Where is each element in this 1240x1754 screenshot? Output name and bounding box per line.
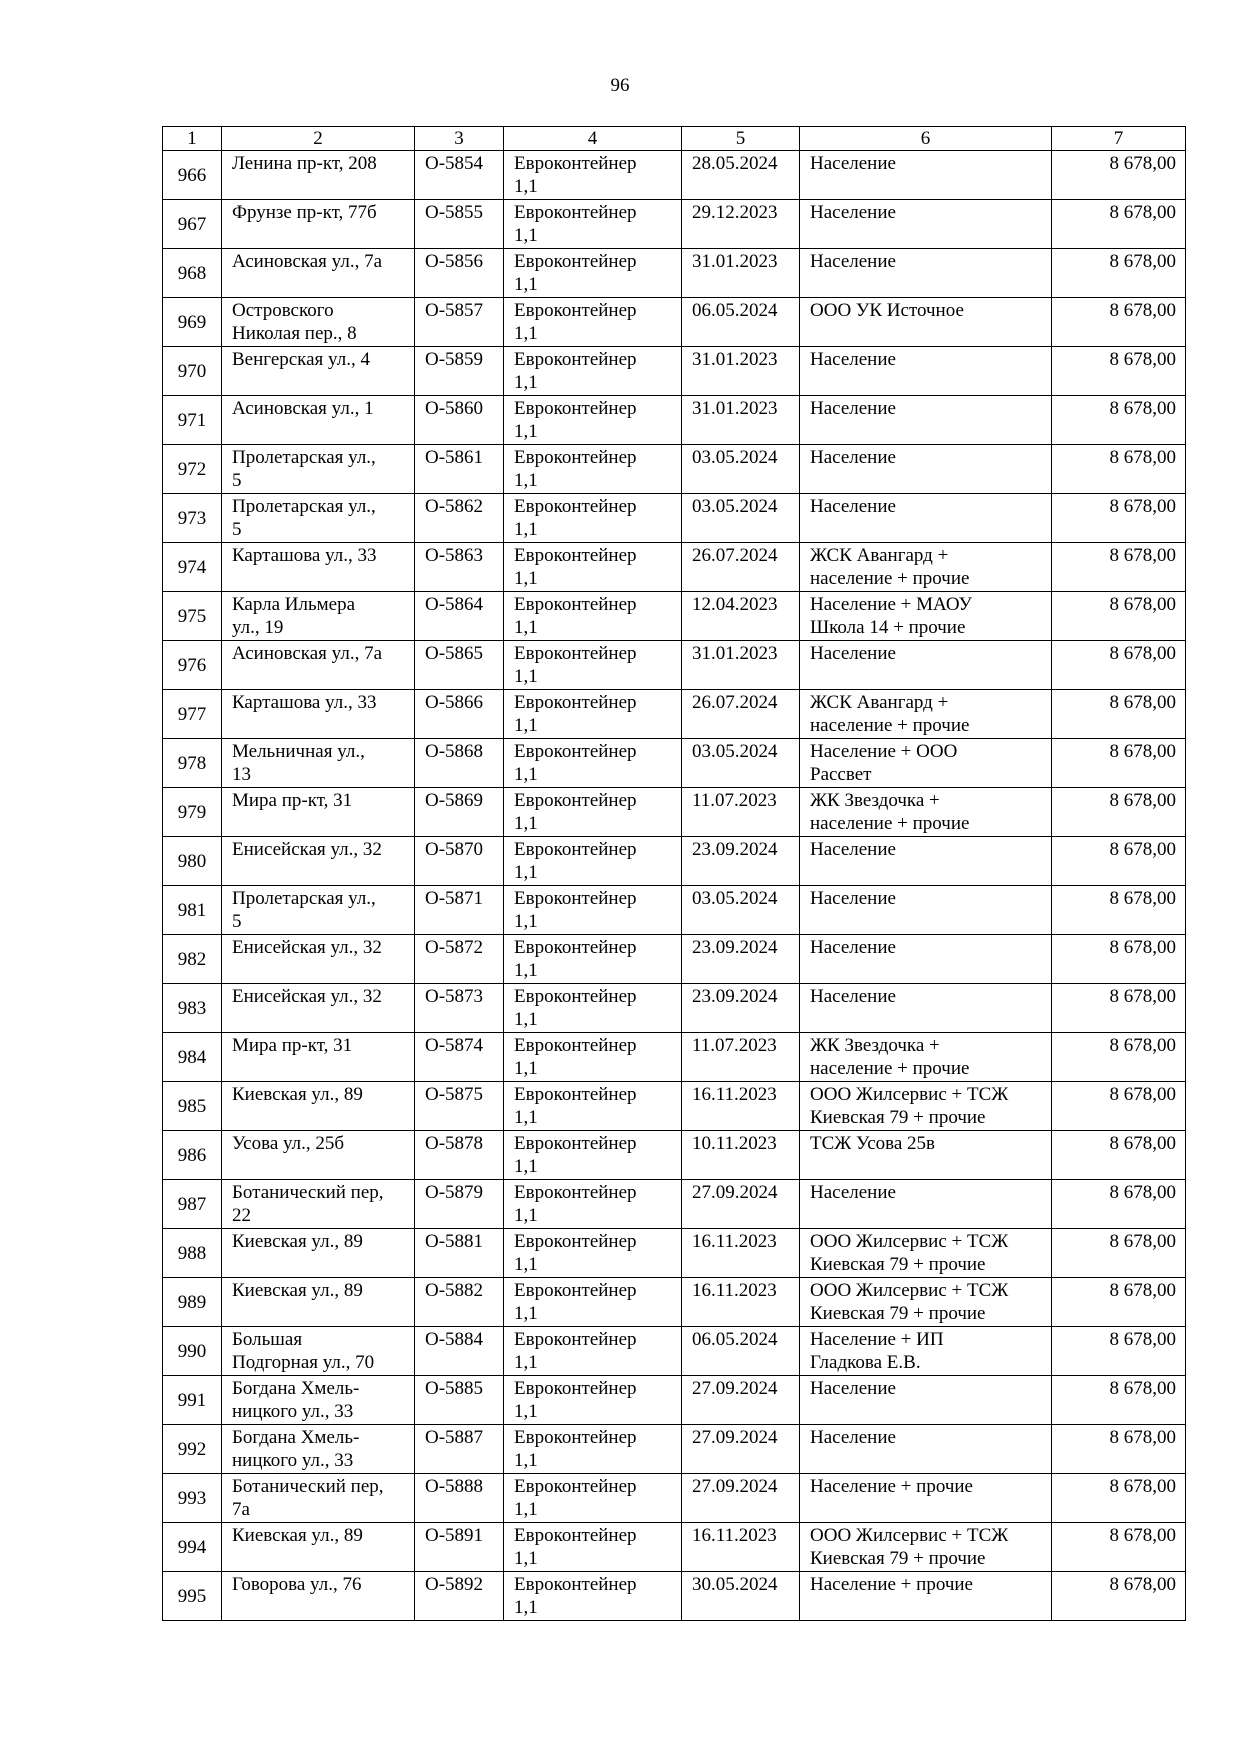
amount-cell: 8 678,00 [1052,1425,1186,1474]
row-number: 980 [163,837,222,886]
table-row [163,1131,1186,1180]
owner-cell: ООО Жилсервис + ТСЖ Киевская 79 + прочие [800,1278,1052,1327]
owner-cell: Население [800,641,1052,690]
table-row [163,1033,1186,1082]
address-cell: Островского Николая пер., 8 [222,298,415,347]
container-cell: Евроконтейнер 1,1 [504,347,682,396]
table-row [163,249,1186,298]
address-cell: Мельничная ул., 13 [222,739,415,788]
owner-cell: ЖСК Авангард + население + прочие [800,690,1052,739]
table-row [163,690,1186,739]
container-cell: Евроконтейнер 1,1 [504,837,682,886]
header-cell-4: 4 [504,127,682,151]
address-cell: Фрунзе пр-кт, 77б [222,200,415,249]
amount-cell: 8 678,00 [1052,1572,1186,1621]
address-cell: Енисейская ул., 32 [222,984,415,1033]
row-number: 967 [163,200,222,249]
date-cell: 16.11.2023 [682,1082,800,1131]
table-row [163,984,1186,1033]
container-cell: Евроконтейнер 1,1 [504,151,682,200]
code-cell: О-5884 [415,1327,504,1376]
amount-cell: 8 678,00 [1052,1180,1186,1229]
header-cell-1: 1 [163,127,222,151]
table-row [163,396,1186,445]
row-number: 988 [163,1229,222,1278]
address-cell: Большая Подгорная ул., 70 [222,1327,415,1376]
address-cell: Усова ул., 25б [222,1131,415,1180]
container-cell: Евроконтейнер 1,1 [504,1033,682,1082]
amount-cell: 8 678,00 [1052,445,1186,494]
date-cell: 03.05.2024 [682,886,800,935]
owner-cell: Население [800,935,1052,984]
amount-cell: 8 678,00 [1052,1376,1186,1425]
row-number: 976 [163,641,222,690]
amount-cell: 8 678,00 [1052,200,1186,249]
date-cell: 26.07.2024 [682,543,800,592]
amount-cell: 8 678,00 [1052,935,1186,984]
amount-cell: 8 678,00 [1052,1131,1186,1180]
date-cell: 06.05.2024 [682,1327,800,1376]
code-cell: О-5872 [415,935,504,984]
address-cell: Киевская ул., 89 [222,1523,415,1572]
container-cell: Евроконтейнер 1,1 [504,592,682,641]
owner-cell: ЖК Звездочка + население + прочие [800,1033,1052,1082]
code-cell: О-5854 [415,151,504,200]
owner-cell: Население + прочие [800,1474,1052,1523]
amount-cell: 8 678,00 [1052,1229,1186,1278]
date-cell: 16.11.2023 [682,1229,800,1278]
owner-cell: Население [800,396,1052,445]
amount-cell: 8 678,00 [1052,886,1186,935]
row-number: 985 [163,1082,222,1131]
amount-cell: 8 678,00 [1052,1474,1186,1523]
table-row [163,886,1186,935]
address-cell: Асиновская ул., 7а [222,641,415,690]
container-cell: Евроконтейнер 1,1 [504,1327,682,1376]
table-row [163,543,1186,592]
address-cell: Богдана Хмель- ницкого ул., 33 [222,1376,415,1425]
owner-cell: Население [800,347,1052,396]
code-cell: О-5857 [415,298,504,347]
row-number: 973 [163,494,222,543]
owner-cell: Население [800,1376,1052,1425]
owner-cell: Население [800,445,1052,494]
date-cell: 16.11.2023 [682,1523,800,1572]
code-cell: О-5865 [415,641,504,690]
address-cell: Ботанический пер, 22 [222,1180,415,1229]
owner-cell: ООО Жилсервис + ТСЖ Киевская 79 + прочие [800,1229,1052,1278]
code-cell: О-5863 [415,543,504,592]
address-cell: Венгерская ул., 4 [222,347,415,396]
container-cell: Евроконтейнер 1,1 [504,739,682,788]
date-cell: 31.01.2023 [682,641,800,690]
header-row [163,127,1186,151]
table-row [163,788,1186,837]
container-cell: Евроконтейнер 1,1 [504,1474,682,1523]
table-row [163,151,1186,200]
code-cell: О-5870 [415,837,504,886]
code-cell: О-5868 [415,739,504,788]
code-cell: О-5859 [415,347,504,396]
container-cell: Евроконтейнер 1,1 [504,494,682,543]
owner-cell: Население [800,984,1052,1033]
row-number: 983 [163,984,222,1033]
container-cell: Евроконтейнер 1,1 [504,396,682,445]
amount-cell: 8 678,00 [1052,1278,1186,1327]
address-cell: Киевская ул., 89 [222,1082,415,1131]
address-cell: Асиновская ул., 1 [222,396,415,445]
amount-cell: 8 678,00 [1052,739,1186,788]
row-number: 978 [163,739,222,788]
code-cell: О-5881 [415,1229,504,1278]
owner-cell: Население + МАОУ Школа 14 + прочие [800,592,1052,641]
row-number: 972 [163,445,222,494]
code-cell: О-5864 [415,592,504,641]
header-cell-7: 7 [1052,127,1186,151]
container-cell: Евроконтейнер 1,1 [504,1229,682,1278]
date-cell: 27.09.2024 [682,1180,800,1229]
table-row [163,1523,1186,1572]
date-cell: 03.05.2024 [682,494,800,543]
container-cell: Евроконтейнер 1,1 [504,641,682,690]
amount-cell: 8 678,00 [1052,1523,1186,1572]
header-cell-5: 5 [682,127,800,151]
row-number: 969 [163,298,222,347]
row-number: 986 [163,1131,222,1180]
amount-cell: 8 678,00 [1052,641,1186,690]
code-cell: О-5874 [415,1033,504,1082]
owner-cell: ЖК Звездочка + население + прочие [800,788,1052,837]
date-cell: 03.05.2024 [682,445,800,494]
container-cell: Евроконтейнер 1,1 [504,1131,682,1180]
page-number: 96 [610,75,630,96]
row-number: 966 [163,151,222,200]
code-cell: О-5869 [415,788,504,837]
table-row [163,298,1186,347]
date-cell: 28.05.2024 [682,151,800,200]
header-cell-3: 3 [415,127,504,151]
date-cell: 30.05.2024 [682,1572,800,1621]
owner-cell: Население [800,1180,1052,1229]
address-cell: Мира пр-кт, 31 [222,1033,415,1082]
table-row [163,494,1186,543]
container-cell: Евроконтейнер 1,1 [504,1082,682,1131]
date-cell: 27.09.2024 [682,1474,800,1523]
table-row [163,837,1186,886]
container-cell: Евроконтейнер 1,1 [504,1180,682,1229]
row-number: 981 [163,886,222,935]
code-cell: О-5888 [415,1474,504,1523]
row-number: 979 [163,788,222,837]
table-row [163,1376,1186,1425]
row-number: 989 [163,1278,222,1327]
table-row [163,592,1186,641]
date-cell: 23.09.2024 [682,935,800,984]
address-cell: Ботанический пер, 7а [222,1474,415,1523]
table-row [163,347,1186,396]
address-cell: Пролетарская ул., 5 [222,445,415,494]
table-row [163,1278,1186,1327]
container-cell: Евроконтейнер 1,1 [504,1523,682,1572]
amount-cell: 8 678,00 [1052,347,1186,396]
address-cell: Киевская ул., 89 [222,1229,415,1278]
code-cell: О-5875 [415,1082,504,1131]
amount-cell: 8 678,00 [1052,494,1186,543]
date-cell: 12.04.2023 [682,592,800,641]
amount-cell: 8 678,00 [1052,984,1186,1033]
owner-cell: Население [800,1425,1052,1474]
container-cell: Евроконтейнер 1,1 [504,690,682,739]
container-cell: Евроконтейнер 1,1 [504,200,682,249]
container-cell: Евроконтейнер 1,1 [504,1425,682,1474]
code-cell: О-5887 [415,1425,504,1474]
amount-cell: 8 678,00 [1052,1033,1186,1082]
owner-cell: ООО Жилсервис + ТСЖ Киевская 79 + прочие [800,1523,1052,1572]
container-cell: Евроконтейнер 1,1 [504,1278,682,1327]
header-cell-6: 6 [800,127,1052,151]
code-cell: О-5879 [415,1180,504,1229]
address-cell: Асиновская ул., 7а [222,249,415,298]
container-cell: Евроконтейнер 1,1 [504,298,682,347]
table-body [163,151,1186,1621]
address-cell: Ленина пр-кт, 208 [222,151,415,200]
address-cell: Мира пр-кт, 31 [222,788,415,837]
code-cell: О-5856 [415,249,504,298]
table-header [163,127,1186,151]
table-row [163,200,1186,249]
date-cell: 06.05.2024 [682,298,800,347]
address-cell: Пролетарская ул., 5 [222,494,415,543]
row-number: 971 [163,396,222,445]
code-cell: О-5866 [415,690,504,739]
amount-cell: 8 678,00 [1052,249,1186,298]
address-cell: Говорова ул., 76 [222,1572,415,1621]
container-cell: Евроконтейнер 1,1 [504,886,682,935]
date-cell: 31.01.2023 [682,396,800,445]
date-cell: 27.09.2024 [682,1376,800,1425]
code-cell: О-5860 [415,396,504,445]
row-number: 987 [163,1180,222,1229]
address-cell: Карла Ильмера ул., 19 [222,592,415,641]
date-cell: 23.09.2024 [682,837,800,886]
row-number: 984 [163,1033,222,1082]
container-cell: Евроконтейнер 1,1 [504,788,682,837]
address-cell: Енисейская ул., 32 [222,935,415,984]
table-row [163,1082,1186,1131]
code-cell: О-5871 [415,886,504,935]
owner-cell: Население + прочие [800,1572,1052,1621]
code-cell: О-5882 [415,1278,504,1327]
table-row [163,445,1186,494]
date-cell: 11.07.2023 [682,1033,800,1082]
address-cell: Пролетарская ул., 5 [222,886,415,935]
owner-cell: Население [800,886,1052,935]
address-cell: Енисейская ул., 32 [222,837,415,886]
table-row [163,1474,1186,1523]
amount-cell: 8 678,00 [1052,837,1186,886]
table-row [163,1327,1186,1376]
code-cell: О-5855 [415,200,504,249]
container-cell: Евроконтейнер 1,1 [504,984,682,1033]
code-cell: О-5885 [415,1376,504,1425]
owner-cell: Население + ООО Рассвет [800,739,1052,788]
table-row [163,1572,1186,1621]
date-cell: 26.07.2024 [682,690,800,739]
container-cell: Евроконтейнер 1,1 [504,445,682,494]
date-cell: 27.09.2024 [682,1425,800,1474]
table-row [163,935,1186,984]
container-cell: Евроконтейнер 1,1 [504,249,682,298]
date-cell: 23.09.2024 [682,984,800,1033]
amount-cell: 8 678,00 [1052,592,1186,641]
date-cell: 11.07.2023 [682,788,800,837]
table-row [163,1425,1186,1474]
header-cell-2: 2 [222,127,415,151]
row-number: 995 [163,1572,222,1621]
row-number: 994 [163,1523,222,1572]
owner-cell: Население [800,837,1052,886]
owner-cell: ООО Жилсервис + ТСЖ Киевская 79 + прочие [800,1082,1052,1131]
owner-cell: Население [800,249,1052,298]
owner-cell: ТСЖ Усова 25в [800,1131,1052,1180]
amount-cell: 8 678,00 [1052,396,1186,445]
row-number: 993 [163,1474,222,1523]
row-number: 974 [163,543,222,592]
owner-cell: Население + ИП Гладкова Е.В. [800,1327,1052,1376]
container-cell: Евроконтейнер 1,1 [504,543,682,592]
row-number: 982 [163,935,222,984]
amount-cell: 8 678,00 [1052,298,1186,347]
address-cell: Богдана Хмель- ницкого ул., 33 [222,1425,415,1474]
row-number: 975 [163,592,222,641]
amount-cell: 8 678,00 [1052,1327,1186,1376]
date-cell: 29.12.2023 [682,200,800,249]
owner-cell: Население [800,494,1052,543]
date-cell: 10.11.2023 [682,1131,800,1180]
container-cell: Евроконтейнер 1,1 [504,1572,682,1621]
registry-table [162,126,1186,1621]
row-number: 977 [163,690,222,739]
row-number: 992 [163,1425,222,1474]
row-number: 990 [163,1327,222,1376]
date-cell: 16.11.2023 [682,1278,800,1327]
code-cell: О-5861 [415,445,504,494]
table-row [163,739,1186,788]
amount-cell: 8 678,00 [1052,1082,1186,1131]
owner-cell: Население [800,200,1052,249]
address-cell: Карташова ул., 33 [222,543,415,592]
amount-cell: 8 678,00 [1052,151,1186,200]
amount-cell: 8 678,00 [1052,788,1186,837]
address-cell: Киевская ул., 89 [222,1278,415,1327]
table-row [163,1180,1186,1229]
container-cell: Евроконтейнер 1,1 [504,935,682,984]
row-number: 991 [163,1376,222,1425]
code-cell: О-5862 [415,494,504,543]
table-row [163,1229,1186,1278]
date-cell: 03.05.2024 [682,739,800,788]
owner-cell: ЖСК Авангард + население + прочие [800,543,1052,592]
row-number: 970 [163,347,222,396]
date-cell: 31.01.2023 [682,249,800,298]
amount-cell: 8 678,00 [1052,690,1186,739]
owner-cell: ООО УК Источное [800,298,1052,347]
table-row [163,641,1186,690]
date-cell: 31.01.2023 [682,347,800,396]
code-cell: О-5873 [415,984,504,1033]
code-cell: О-5891 [415,1523,504,1572]
amount-cell: 8 678,00 [1052,543,1186,592]
code-cell: О-5892 [415,1572,504,1621]
code-cell: О-5878 [415,1131,504,1180]
container-cell: Евроконтейнер 1,1 [504,1376,682,1425]
address-cell: Карташова ул., 33 [222,690,415,739]
owner-cell: Население [800,151,1052,200]
row-number: 968 [163,249,222,298]
